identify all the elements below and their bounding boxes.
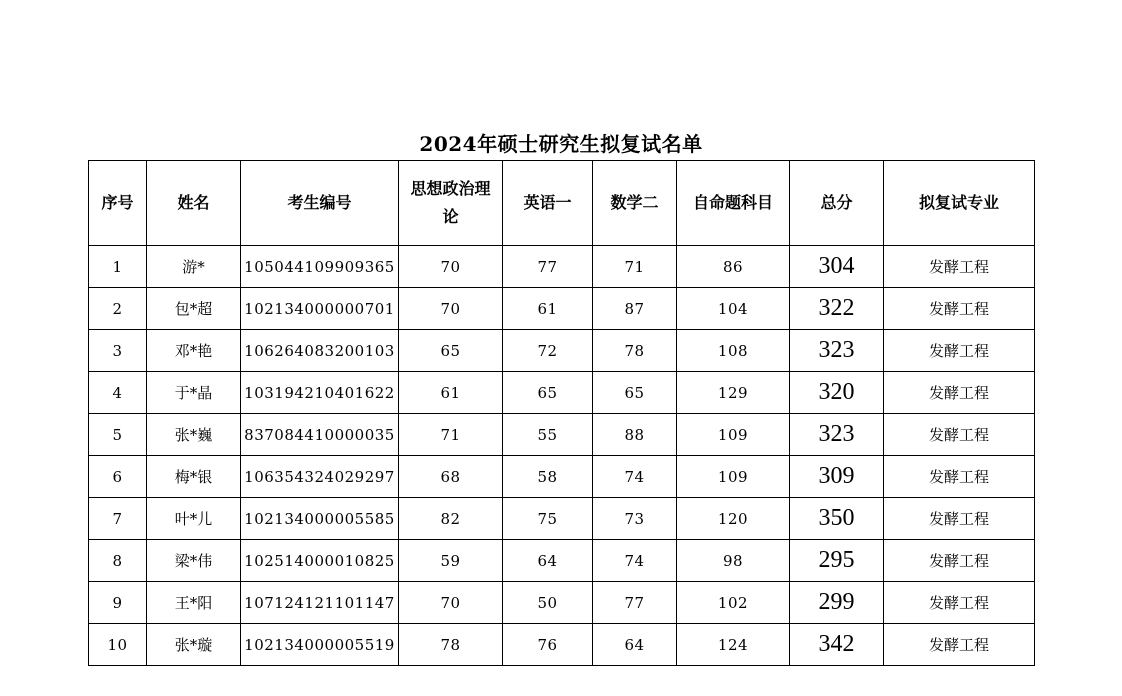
cell-total: 323 — [790, 330, 884, 372]
cell-total: 309 — [790, 456, 884, 498]
cell-self-subject: 120 — [677, 498, 790, 540]
cell-exam-id: 102134000005519 — [241, 624, 399, 666]
cell-politics: 65 — [399, 330, 503, 372]
cell-self-subject: 102 — [677, 582, 790, 624]
cell-major: 发酵工程 — [884, 288, 1035, 330]
cell-name: 张*璇 — [147, 624, 241, 666]
cell-math: 88 — [593, 414, 677, 456]
table-row — [89, 414, 1035, 456]
cell-math: 87 — [593, 288, 677, 330]
cell-major: 发酵工程 — [884, 582, 1035, 624]
cell-self-subject: 109 — [677, 456, 790, 498]
cell-major: 发酵工程 — [884, 246, 1035, 288]
page-title — [0, 128, 1122, 157]
cell-politics: 70 — [399, 582, 503, 624]
cell-exam-id: 837084410000035 — [241, 414, 399, 456]
header-self-subject: 自命题科目 — [677, 161, 790, 246]
table-row — [89, 372, 1035, 414]
cell-total: 299 — [790, 582, 884, 624]
cell-self-subject: 109 — [677, 414, 790, 456]
cell-english: 65 — [503, 372, 593, 414]
cell-english: 58 — [503, 456, 593, 498]
cell-exam-id: 103194210401622 — [241, 372, 399, 414]
cell-self-subject: 108 — [677, 330, 790, 372]
page-title-text: 2024年硕士研究生拟复试名单 — [419, 132, 703, 156]
cell-exam-id: 106354324029297 — [241, 456, 399, 498]
cell-politics: 71 — [399, 414, 503, 456]
cell-self-subject: 104 — [677, 288, 790, 330]
cell-english: 76 — [503, 624, 593, 666]
cell-math: 64 — [593, 624, 677, 666]
cell-seq: 9 — [89, 582, 147, 624]
cell-math: 71 — [593, 246, 677, 288]
header-seq: 序号 — [89, 161, 147, 246]
table-row — [89, 288, 1035, 330]
cell-total: 350 — [790, 498, 884, 540]
cell-name: 叶*儿 — [147, 498, 241, 540]
cell-seq: 7 — [89, 498, 147, 540]
table-row — [89, 498, 1035, 540]
cell-politics: 61 — [399, 372, 503, 414]
cell-politics: 59 — [399, 540, 503, 582]
table-row — [89, 330, 1035, 372]
cell-self-subject: 124 — [677, 624, 790, 666]
header-major: 拟复试专业 — [884, 161, 1035, 246]
cell-politics: 78 — [399, 624, 503, 666]
cell-math: 74 — [593, 456, 677, 498]
cell-seq: 10 — [89, 624, 147, 666]
cell-exam-id: 102134000000701 — [241, 288, 399, 330]
cell-seq: 1 — [89, 246, 147, 288]
cell-major: 发酵工程 — [884, 498, 1035, 540]
cell-exam-id: 102134000005585 — [241, 498, 399, 540]
cell-math: 65 — [593, 372, 677, 414]
cell-math: 78 — [593, 330, 677, 372]
cell-seq: 5 — [89, 414, 147, 456]
table-row — [89, 624, 1035, 666]
cell-self-subject: 86 — [677, 246, 790, 288]
cell-name: 包*超 — [147, 288, 241, 330]
table-row — [89, 540, 1035, 582]
cell-english: 72 — [503, 330, 593, 372]
cell-math: 74 — [593, 540, 677, 582]
cell-name: 王*阳 — [147, 582, 241, 624]
table-row — [89, 582, 1035, 624]
cell-total: 304 — [790, 246, 884, 288]
cell-major: 发酵工程 — [884, 372, 1035, 414]
cell-self-subject: 98 — [677, 540, 790, 582]
cell-major: 发酵工程 — [884, 330, 1035, 372]
cell-seq: 4 — [89, 372, 147, 414]
cell-politics: 70 — [399, 288, 503, 330]
cell-total: 342 — [790, 624, 884, 666]
cell-politics: 68 — [399, 456, 503, 498]
cell-english: 55 — [503, 414, 593, 456]
cell-name: 梁*伟 — [147, 540, 241, 582]
header-politics-label: 思想政治理论 — [410, 179, 491, 226]
cell-seq: 2 — [89, 288, 147, 330]
cell-math: 73 — [593, 498, 677, 540]
cell-politics: 82 — [399, 498, 503, 540]
cell-seq: 3 — [89, 330, 147, 372]
cell-seq: 6 — [89, 456, 147, 498]
cell-english: 75 — [503, 498, 593, 540]
cell-exam-id: 105044109909365 — [241, 246, 399, 288]
cell-major: 发酵工程 — [884, 540, 1035, 582]
cell-exam-id: 106264083200103 — [241, 330, 399, 372]
cell-major: 发酵工程 — [884, 456, 1035, 498]
cell-name: 梅*银 — [147, 456, 241, 498]
header-exam-id: 考生编号 — [241, 161, 399, 246]
cell-total: 323 — [790, 414, 884, 456]
cell-name: 游* — [147, 246, 241, 288]
header-name: 姓名 — [147, 161, 241, 246]
cell-exam-id: 107124121101147 — [241, 582, 399, 624]
header-total: 总分 — [790, 161, 884, 246]
header-english: 英语一 — [503, 161, 593, 246]
cell-name: 邓*艳 — [147, 330, 241, 372]
table-body — [89, 246, 1035, 666]
cell-major: 发酵工程 — [884, 414, 1035, 456]
cell-total: 322 — [790, 288, 884, 330]
cell-english: 77 — [503, 246, 593, 288]
cell-exam-id: 102514000010825 — [241, 540, 399, 582]
table-row — [89, 456, 1035, 498]
cell-english: 50 — [503, 582, 593, 624]
cell-english: 64 — [503, 540, 593, 582]
cell-math: 77 — [593, 582, 677, 624]
header-math: 数学二 — [593, 161, 677, 246]
cell-seq: 8 — [89, 540, 147, 582]
table-row — [89, 246, 1035, 288]
cell-english: 61 — [503, 288, 593, 330]
candidate-table — [88, 160, 1035, 666]
cell-politics: 70 — [399, 246, 503, 288]
cell-name: 张*巍 — [147, 414, 241, 456]
cell-total: 320 — [790, 372, 884, 414]
header-politics — [399, 161, 503, 246]
cell-self-subject: 129 — [677, 372, 790, 414]
table-header-row — [89, 161, 1035, 246]
cell-name: 于*晶 — [147, 372, 241, 414]
cell-total: 295 — [790, 540, 884, 582]
cell-major: 发酵工程 — [884, 624, 1035, 666]
